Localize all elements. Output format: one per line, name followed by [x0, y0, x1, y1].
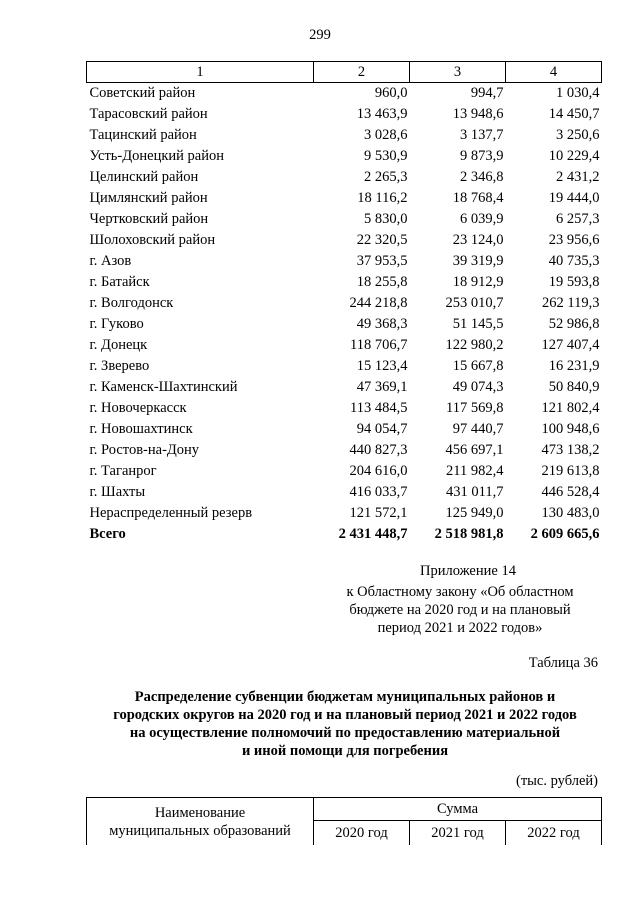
municipality-name-cell: Усть-Донецкий район: [89, 148, 224, 164]
municipality-name-cell: г. Новошахтинск: [89, 421, 193, 437]
table-label: Таблица 36: [528, 655, 598, 671]
value-2021-cell: 125 949,0: [445, 505, 504, 521]
title-line: и иной помощи для погребения: [241, 743, 449, 759]
municipality-name-cell: г. Донецк: [89, 337, 148, 353]
value-2020-cell: 15 123,4: [356, 358, 408, 374]
value-2020-cell: 416 033,7: [349, 484, 408, 500]
value-2020-cell: 37 953,5: [356, 253, 408, 269]
municipality-name-cell: Советский район: [89, 85, 196, 101]
value-2020-cell: 113 484,5: [350, 400, 408, 416]
value-2022-cell: 40 735,3: [548, 253, 600, 269]
units-label: (тыс. рублей): [516, 773, 598, 789]
appendix-reference: [322, 583, 598, 637]
municipality-name-cell: г. Новочеркасск: [89, 400, 187, 416]
title-line: Распределение субвенции бюджетам муниципальных районов и: [134, 689, 556, 705]
year-2020-header: 2020 год: [314, 821, 410, 846]
value-2022-cell: 19 593,8: [548, 274, 600, 290]
title-line: на осуществление полномочий по предоставлению материальной: [129, 725, 561, 741]
table-row: [87, 377, 602, 398]
value-2020-cell: 2 265,3: [364, 169, 408, 185]
column-number-row: [87, 62, 602, 83]
value-2022-cell: 130 483,0: [541, 505, 600, 521]
value-2020-cell: 9 530,9: [364, 148, 408, 164]
value-2022-cell: 219 613,8: [541, 463, 600, 479]
column-number-1: 1: [87, 62, 314, 83]
value-2021-cell: 51 145,5: [452, 316, 504, 332]
appendix-ref-line: к Областному закону «Об областном: [346, 584, 574, 600]
value-2021-cell: 13 948,6: [452, 106, 504, 122]
table-row: [87, 230, 602, 251]
value-2021-cell: 49 074,3: [452, 379, 504, 395]
value-2020-cell: 18 116,2: [357, 190, 408, 206]
appendix-title: Приложение 14: [420, 563, 516, 579]
header-line: муниципальных образований: [109, 822, 291, 839]
value-2022-cell: 19 444,0: [548, 190, 600, 206]
value-2021-cell: 97 440,7: [452, 421, 504, 437]
value-2020-cell: 121 572,1: [349, 505, 408, 521]
value-2022-cell: 16 231,9: [548, 358, 600, 374]
table-row: [87, 83, 602, 105]
value-2022-cell: 2 431,2: [556, 169, 600, 185]
value-2021-cell: 253 010,7: [445, 295, 504, 311]
value-2021-cell: 15 667,8: [452, 358, 504, 374]
value-2022-cell: 262 119,3: [542, 295, 600, 311]
value-2022-cell: 473 138,2: [541, 442, 600, 458]
municipality-name-cell: Всего: [89, 526, 126, 542]
value-2021-cell: 994,7: [470, 85, 504, 101]
municipality-name-cell: Целинский район: [89, 169, 199, 185]
municipality-name-cell: г. Зверево: [89, 358, 150, 374]
value-2020-cell: 18 255,8: [356, 274, 408, 290]
table-row: [87, 314, 602, 335]
table-row: [87, 125, 602, 146]
subvention-table-header: [86, 797, 602, 845]
municipality-name-cell: г. Азов: [89, 253, 132, 269]
value-2020-cell: 244 218,8: [349, 295, 408, 311]
municipality-name-cell: Шолоховский район: [89, 232, 216, 248]
value-2022-cell: 10 229,4: [548, 148, 600, 164]
value-2022-cell: 100 948,6: [541, 421, 600, 437]
value-2021-cell: 9 873,9: [460, 148, 504, 164]
municipality-name-cell: г. Гуково: [89, 316, 144, 332]
value-2021-cell: 2 346,8: [460, 169, 504, 185]
table-row: [87, 167, 602, 188]
value-2021-cell: 39 319,9: [452, 253, 504, 269]
value-2022-cell: 121 802,4: [541, 400, 600, 416]
appendix-ref-line: период 2021 и 2022 годов»: [377, 620, 543, 636]
value-2020-cell: 3 028,6: [364, 127, 408, 143]
municipality-name-cell: г. Волгодонск: [89, 295, 174, 311]
table-row: [87, 503, 602, 524]
value-2022-cell: 52 986,8: [548, 316, 600, 332]
value-2021-cell: 211 982,4: [446, 463, 504, 479]
value-2020-cell: 440 827,3: [349, 442, 408, 458]
table-body: [87, 83, 602, 546]
value-2021-cell: 456 697,1: [445, 442, 504, 458]
value-2022-cell: 14 450,7: [548, 106, 600, 122]
municipality-name-cell: г. Каменск-Шахтинский: [89, 379, 238, 395]
municipality-name-cell: Чертковский район: [89, 211, 209, 227]
municipality-name-cell: Цимлянский район: [89, 190, 208, 206]
column-number-2: 2: [314, 62, 410, 83]
table-row: [87, 188, 602, 209]
value-2020-cell: 204 616,0: [349, 463, 408, 479]
municipality-name-header: [87, 798, 314, 846]
value-2022-cell: 50 840,9: [548, 379, 600, 395]
table-row: [87, 335, 602, 356]
municipality-name-cell: Тацинский район: [89, 127, 197, 143]
municipality-name-cell: г. Таганрог: [89, 463, 157, 479]
value-2020-cell: 13 463,9: [356, 106, 408, 122]
municipality-name-cell: Нераспределенный резерв: [89, 505, 253, 521]
municipality-name-cell: г. Шахты: [89, 484, 146, 500]
title-line: городских округов на 2020 год и на плановый период 2021 и 2022 годов: [113, 707, 577, 723]
table-row: [87, 104, 602, 125]
table-row: [87, 293, 602, 314]
value-2021-cell: 23 124,0: [452, 232, 504, 248]
value-2022-cell: 2 609 665,6: [530, 526, 600, 542]
value-2020-cell: 22 320,5: [356, 232, 408, 248]
appendix-ref-line: бюджете на 2020 год и на плановый: [349, 602, 571, 618]
value-2020-cell: 94 054,7: [356, 421, 408, 437]
column-number-4: 4: [506, 62, 602, 83]
header-line: Наименование: [154, 804, 246, 821]
value-2020-cell: 960,0: [374, 85, 408, 101]
value-2021-cell: 2 518 981,8: [434, 526, 504, 542]
value-2021-cell: 117 569,8: [446, 400, 504, 416]
value-2021-cell: 431 011,7: [446, 484, 504, 500]
year-2022-header: 2022 год: [506, 821, 602, 846]
subvention-table-continued: [86, 61, 602, 545]
value-2021-cell: 18 912,9: [452, 274, 504, 290]
value-2020-cell: 2 431 448,7: [338, 526, 408, 542]
value-2022-cell: 3 250,6: [556, 127, 600, 143]
total-row: [87, 524, 602, 545]
value-2022-cell: 6 257,3: [556, 211, 600, 227]
municipality-name-cell: г. Ростов-на-Дону: [89, 442, 200, 458]
value-2021-cell: 18 768,4: [452, 190, 504, 206]
year-2021-header: 2021 год: [410, 821, 506, 846]
table-row: [87, 482, 602, 503]
value-2022-cell: 127 407,4: [541, 337, 600, 353]
value-2022-cell: 23 956,6: [548, 232, 600, 248]
value-2020-cell: 49 368,3: [356, 316, 408, 332]
value-2021-cell: 6 039,9: [460, 211, 504, 227]
value-2021-cell: 3 137,7: [460, 127, 504, 143]
table-row: [87, 146, 602, 167]
value-2020-cell: 47 369,1: [356, 379, 408, 395]
municipality-name-cell: г. Батайск: [89, 274, 150, 290]
table-row: [87, 356, 602, 377]
value-2022-cell: 446 528,4: [541, 484, 600, 500]
table-row: [87, 398, 602, 419]
document-title: [80, 688, 610, 760]
table-row: [87, 209, 602, 230]
table-row: [87, 272, 602, 293]
municipality-name-cell: Тарасовский район: [89, 106, 208, 122]
value-2022-cell: 1 030,4: [556, 85, 600, 101]
table-row: [87, 251, 602, 272]
sum-header: Сумма: [314, 798, 602, 821]
table-row: [87, 419, 602, 440]
table-row: [87, 461, 602, 482]
column-number-3: 3: [410, 62, 506, 83]
value-2021-cell: 122 980,2: [445, 337, 504, 353]
value-2020-cell: 118 706,7: [350, 337, 408, 353]
table-row: [87, 440, 602, 461]
value-2020-cell: 5 830,0: [364, 211, 408, 227]
page-number: 299: [309, 27, 331, 43]
